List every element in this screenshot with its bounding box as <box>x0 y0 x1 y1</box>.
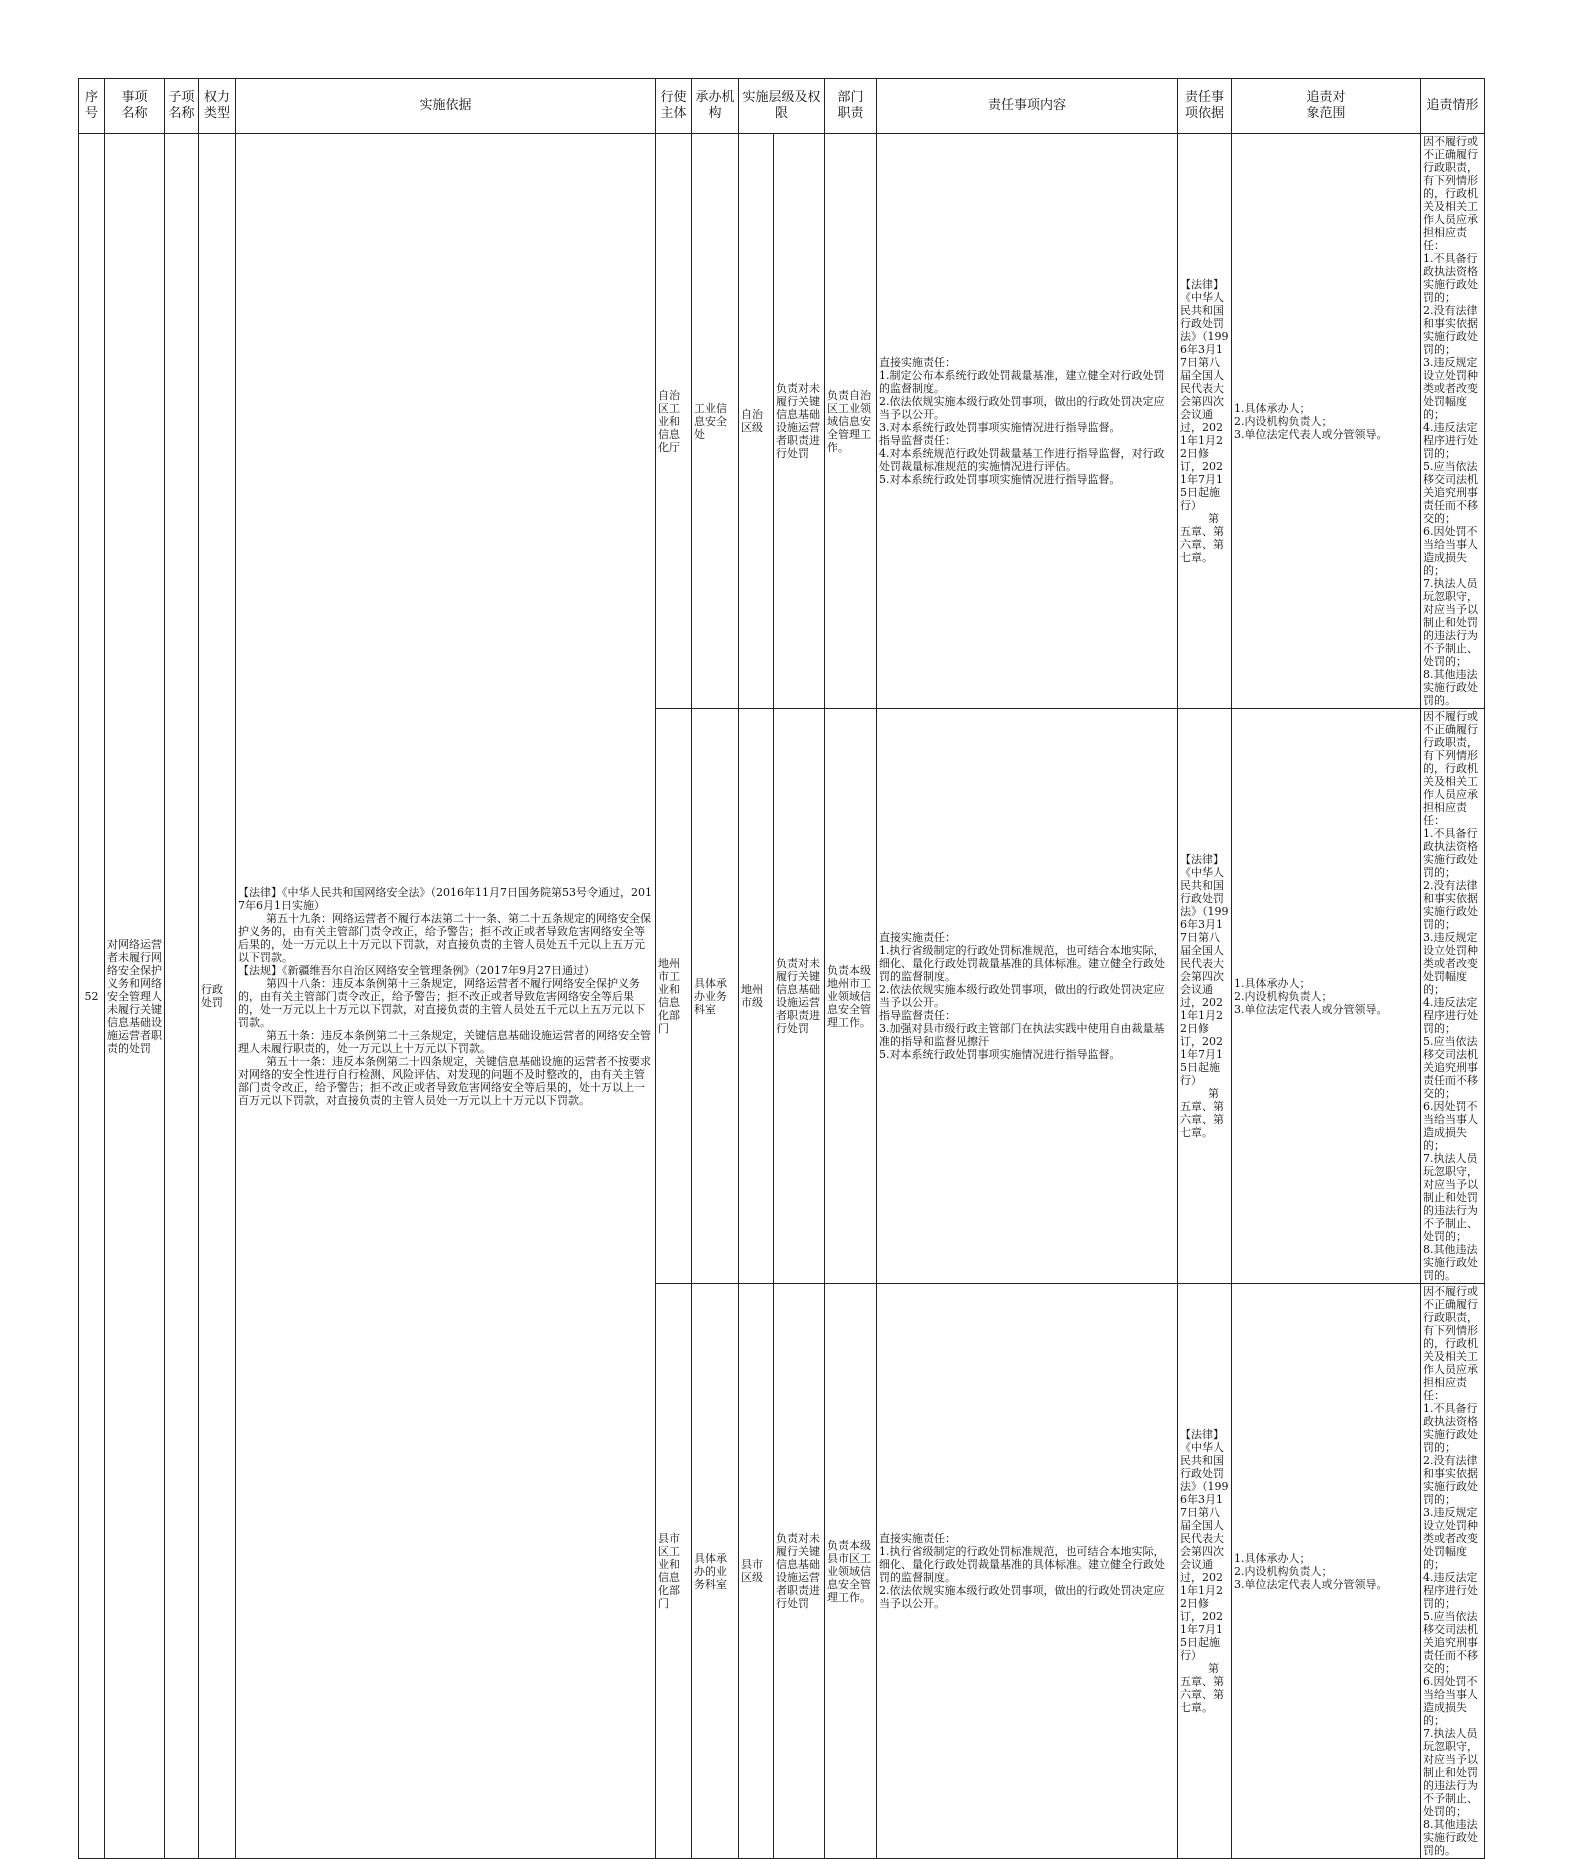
scope-cell: 1.具体承办人； 2.内设机构负责人； 3.单位法定代表人或分管领导。 <box>1232 1284 1421 1859</box>
header-scope: 追责对 象范围 <box>1232 79 1421 134</box>
header-duty: 部门 职责 <box>825 79 877 134</box>
situation-cell: 因不履行或不正确履行行政职责，有下列情形的，行政机关及相关工作人员应承担相应责任： 1.不具备行政执法资格实施行政处罚的； 2.没有法律和事实依据实施行政处罚的； 3.违反规定设立处罚种类或者改变处罚幅度的； 4.违反法定程序进行处罚的； 5.应当依法移交司法机关追究刑事责任而不移交的； 6.因处罚不当给当事人造成损失的； 7.执法人员玩忽职守，对应当予以制止和处罚的违法行为不予制止、处罚的； 8.其他违法实施行政处罚的。 <box>1421 134 1485 709</box>
header-seq: 序 号 <box>79 79 105 134</box>
level-detail-cell: 负责对未履行关键信息基础设施运营者职责进行处罚 <box>774 709 825 1284</box>
situation-cell: 因不履行或不正确履行行政职责，有下列情形的，行政机关及相关工作人员应承担相应责任： 1.不具备行政执法资格实施行政处罚的； 2.没有法律和事实依据实施行政处罚的； 3.违反规定设立处罚种类或者改变处罚幅度的； 4.违反法定程序进行处罚的； 5.应当依法移交司法机关追究刑事责任而不移交的； 6.因处罚不当给当事人造成损失的； 7.执法人员玩忽职守，对应当予以制止和处罚的违法行为不予制止、处罚的； 8.其他违法实施行政处罚的。 <box>1421 709 1485 1284</box>
header-situation: 追责情形 <box>1421 79 1485 134</box>
duty-cell: 负责本级地州市工业领域信息安全管理工作。 <box>825 709 877 1284</box>
level-scope-cell: 县市区级 <box>739 1284 774 1859</box>
header-row <box>79 79 1485 134</box>
duty-cell: 负责自治区工业领域信息安全管理工作。 <box>825 134 877 709</box>
header-actor: 行使 主体 <box>656 79 692 134</box>
level-detail-cell: 负责对未履行关键信息基础设施运营者职责进行处罚 <box>774 1284 825 1859</box>
actor-cell: 地州市工业和信息化部门 <box>656 709 692 1284</box>
situation-cell: 因不履行或不正确履行行政职责，有下列情形的，行政机关及相关工作人员应承担相应责任： 1.不具备行政执法资格实施行政处罚的； 2.没有法律和事实依据实施行政处罚的； 3.违反规定设立处罚种类或者改变处罚幅度的； 4.违反法定程序进行处罚的； 5.应当依法移交司法机关追究刑事责任而不移交的； 6.因处罚不当给当事人造成损失的； 7.执法人员玩忽职守，对应当予以制止和处罚的违法行为不予制止、处罚的； 8.其他违法实施行政处罚的。 <box>1421 1284 1485 1859</box>
handler-cell: 具体承办业务科室 <box>692 709 739 1284</box>
resp-basis-cell: 【法律】《中华人民共和国行政处罚法》（1996年3月17日第八届全国人民代表大会第四次会议通过，2021年1月22日修订，2021年7月15日起施行） 第五章、第六章、第七章。 <box>1178 1284 1232 1859</box>
item-name-cell: 对网络运营者未履行网络安全保护义务和网络安全管理人未履行关键信息基础设施运营者职责的处罚 <box>105 134 165 1859</box>
resp-content-cell: 直接实施责任： 1.执行省级制定的行政处罚标准规范，也可结合本地实际，细化、量化行政处罚裁量基准的具体标准。建立健全行政处罚的监督制度。 2.依法依规实施本级行政处罚事项，做出的行政处罚决定应当予以公开。 指导监督责任： 3.加强对县市级行政主管部门在执法实践中使用自由裁量基准的指导和监督见擦汗 5.对本系统行政处罚事项实施情况进行指导监督。 <box>877 709 1178 1284</box>
header-resp-content: 责任事项内容 <box>877 79 1178 134</box>
header-item-name: 事项 名称 <box>105 79 165 134</box>
actor-cell: 自治区工业和信息化厅 <box>656 134 692 709</box>
resp-content-cell: 直接实施责任： 1.执行省级制定的行政处罚标准规范，也可结合本地实际，细化、量化行政处罚裁量基准的具体标准。建立健全行政处罚的监督制度。 2.依法依规实施本级行政处罚事项，做出的行政处罚决定应当予以公开。 <box>877 1284 1178 1859</box>
handler-cell: 具体承办的业务科室 <box>692 1284 739 1859</box>
header-power-type: 权力 类型 <box>199 79 236 134</box>
level-scope-cell: 地州市级 <box>739 709 774 1284</box>
header-sub-name: 子项 名称 <box>165 79 199 134</box>
header-handler: 承办机 构 <box>692 79 739 134</box>
actor-cell: 县市区工业和信息化部门 <box>656 1284 692 1859</box>
level-detail-cell: 负责对未履行关键信息基础设施运营者职责进行处罚 <box>774 134 825 709</box>
sub-name-cell <box>165 134 199 1859</box>
resp-basis-cell: 【法律】《中华人民共和国行政处罚法》（1996年3月17日第八届全国人民代表大会第四次会议通过，2021年1月22日修订，2021年7月15日起施行） 第五章、第六章、第七章。 <box>1178 134 1232 709</box>
header-basis: 实施依据 <box>236 79 656 134</box>
scope-cell: 1.具体承办人； 2.内设机构负责人； 3.单位法定代表人或分管领导。 <box>1232 134 1421 709</box>
power-type-cell: 行政处罚 <box>199 134 236 1859</box>
basis-cell: 【法律】《中华人民共和国网络安全法》（2016年11月7日国务院第53号令通过，2017年6月1日实施） 第五十九条：网络运营者不履行本法第二十一条、第二十五条规定的网络安全保护义务的，由有关主管部门责令改正，给予警告；拒不改正或者导致危害网络安全等后果的，处一万元以上十万元以下罚款，对直接负责的主管人员处五千元以上五万元以下罚款。 【法规】《新疆维吾尔自治区网络安全管理条例》（2017年9月27日通过） 第四十八条：违反本条例第十三条规定，网络运营者不履行网络安全保护义务的，由有关主管部门责令改正，给予警告；拒不改正或者导致危害网络安全等后果的，处一万元以上十万元以下罚款，对直接负责的主管人员处五千元以上五万元以下罚款。 第五十条：违反本条例第二十三条规定，关键信息基础设施运营者的网络安全管理人未履行职责的，处一万元以上十万元以下罚款。 第五十一条：违反本条例第二十四条规定，关键信息基础设施的运营者不按要求对网络的安全性进行自行检测、风险评估、对发现的问题不及时整改的，由有关主管部门责令改正，给予警告；拒不改正或者导致危害网络安全等后果的，处十万以上一百万元以下罚款，对直接负责的主管人员处一万元以上十万元以下罚款。 <box>236 134 656 1859</box>
resp-content-cell: 直接实施责任： 1.制定公布本系统行政处罚裁量基准，建立健全对行政处罚的监督制度。 2.依法依规实施本级行政处罚事项，做出的行政处罚决定应当予以公开。 3.对本系统行政处罚事项实施情况进行指导监督。 指导监督责任： 4.对本系统规范行政处罚裁量基工作进行指导监督，对行政处罚裁量标准规范的实施情况进行评估。 5.对本系统行政处罚事项实施情况进行指导监督。 <box>877 134 1178 709</box>
seq-cell: 52 <box>79 134 105 1859</box>
table-row <box>79 134 1485 709</box>
scope-cell: 1.具体承办人； 2.内设机构负责人； 3.单位法定代表人或分管领导。 <box>1232 709 1421 1284</box>
duty-cell: 负责本级县市区工业领域信息安全管理工作。 <box>825 1284 877 1859</box>
header-resp-basis: 责任事项依据 <box>1178 79 1232 134</box>
level-scope-cell: 自治区级 <box>739 134 774 709</box>
header-level: 实施层级及权 限 <box>739 79 825 134</box>
responsibility-table <box>78 78 1485 1859</box>
resp-basis-cell: 【法律】《中华人民共和国行政处罚法》（1996年3月17日第八届全国人民代表大会第四次会议通过，2021年1月22日修订，2021年7月15日起施行） 第五章、第六章、第七章。 <box>1178 709 1232 1284</box>
handler-cell: 工业信息安全处 <box>692 134 739 709</box>
